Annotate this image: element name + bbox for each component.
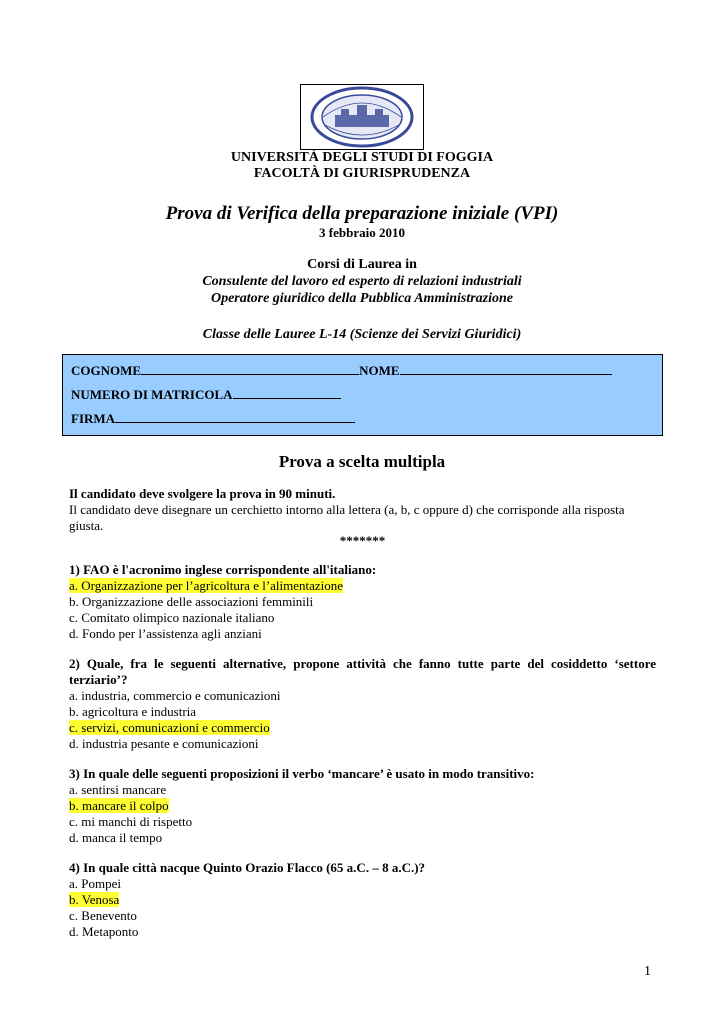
question-text: 3) In quale delle seguenti proposizioni il verbo ‘mancare’ è usato in modo transitivo: <box>69 766 535 781</box>
option-a[interactable]: a. Pompei <box>69 876 121 891</box>
option-b[interactable]: b. agricoltura e industria <box>69 704 197 719</box>
option-c[interactable] <box>69 720 656 736</box>
separator: ******* <box>339 533 386 548</box>
question-text: 4) In quale città nacque Quinto Orazio Flacco (65 a.C. – 8 a.C.)? <box>69 860 426 875</box>
option-a[interactable] <box>69 578 656 594</box>
document-title: Prova di Verifica della preparazione iniziale (VPI) <box>165 203 559 224</box>
question-4 <box>69 860 656 940</box>
option-c[interactable]: c. Comitato olimpico nazionale italiano <box>69 610 275 625</box>
degree-class: Classe delle Lauree L-14 (Scienze dei Servizi Giuridici) <box>202 327 522 342</box>
option-c[interactable]: c. Benevento <box>69 908 137 923</box>
nome-label: NOME <box>359 363 400 378</box>
section-title: Prova a scelta multipla <box>278 452 446 471</box>
option-d[interactable]: d. industria pesante e comunicazioni <box>69 736 259 751</box>
option-b[interactable] <box>69 798 656 814</box>
instruction-text: Il candidato deve disegnare un cerchietto intorno alla lettera (a, b, c oppure d) che corrisponde alla risposta giusta. <box>69 502 625 533</box>
exam-content <box>69 486 656 940</box>
question-1 <box>69 562 656 642</box>
candidate-info-box <box>62 354 663 436</box>
page-number: 1 <box>644 964 651 979</box>
firma-field[interactable] <box>115 410 355 423</box>
question-2 <box>69 656 656 752</box>
cognome-label: COGNOME <box>71 363 142 378</box>
option-a[interactable]: a. industria, commercio e comunicazioni <box>69 688 281 703</box>
correct-answer-highlight: c. servizi, comunicazioni e commercio <box>69 720 270 735</box>
university-header <box>0 150 724 182</box>
firma-label: FIRMA <box>71 411 116 426</box>
option-b[interactable] <box>69 892 656 908</box>
course-2: Operatore giuridico della Pubblica Amministrazione <box>210 291 514 306</box>
correct-answer-highlight: b. mancare il colpo <box>69 798 169 813</box>
name-line <box>71 359 654 383</box>
correct-answer-highlight: a. Organizzazione per l’agricoltura e l’alimentazione <box>69 578 344 593</box>
correct-answer-highlight: b. Venosa <box>69 892 120 907</box>
option-d[interactable]: d. Metaponto <box>69 924 139 939</box>
option-c[interactable]: c. mi manchi di rispetto <box>69 814 193 829</box>
course-1: Consulente del lavoro ed esperto di relazioni industriali <box>202 274 522 289</box>
university-seal-icon <box>301 85 423 149</box>
courses-block <box>0 256 724 307</box>
nome-field[interactable] <box>400 362 612 375</box>
question-text: 1) FAO è l'acronimo inglese corrispondente all'italiano: <box>69 562 377 577</box>
question-3 <box>69 766 656 846</box>
firma-line <box>71 407 654 431</box>
matricola-line <box>71 383 654 407</box>
document-date: 3 febbraio 2010 <box>319 225 405 240</box>
instruction-time: Il candidato deve svolgere la prova in 90 minuti. <box>69 486 336 501</box>
faculty-name: FACOLTÀ DI GIURISPRUDENZA <box>253 166 471 181</box>
university-name: UNIVERSITÀ DEGLI STUDI DI FOGGIA <box>230 150 494 165</box>
courses-label: Corsi di Laurea in <box>307 257 417 272</box>
matricola-label: NUMERO DI MATRICOLA <box>71 387 233 402</box>
university-logo <box>300 84 424 150</box>
option-b[interactable]: b. Organizzazione delle associazioni femminili <box>69 594 314 609</box>
option-d[interactable]: d. Fondo per l’assistenza agli anziani <box>69 626 262 641</box>
option-a[interactable]: a. sentirsi mancare <box>69 782 167 797</box>
cognome-field[interactable] <box>141 362 359 375</box>
matricola-field[interactable] <box>233 386 341 399</box>
question-text: 2) Quale, fra le seguenti alternative, propone attività che fanno tutte parte del cosiddetto ‘settore terziario’? <box>69 656 656 687</box>
option-d[interactable]: d. manca il tempo <box>69 830 163 845</box>
